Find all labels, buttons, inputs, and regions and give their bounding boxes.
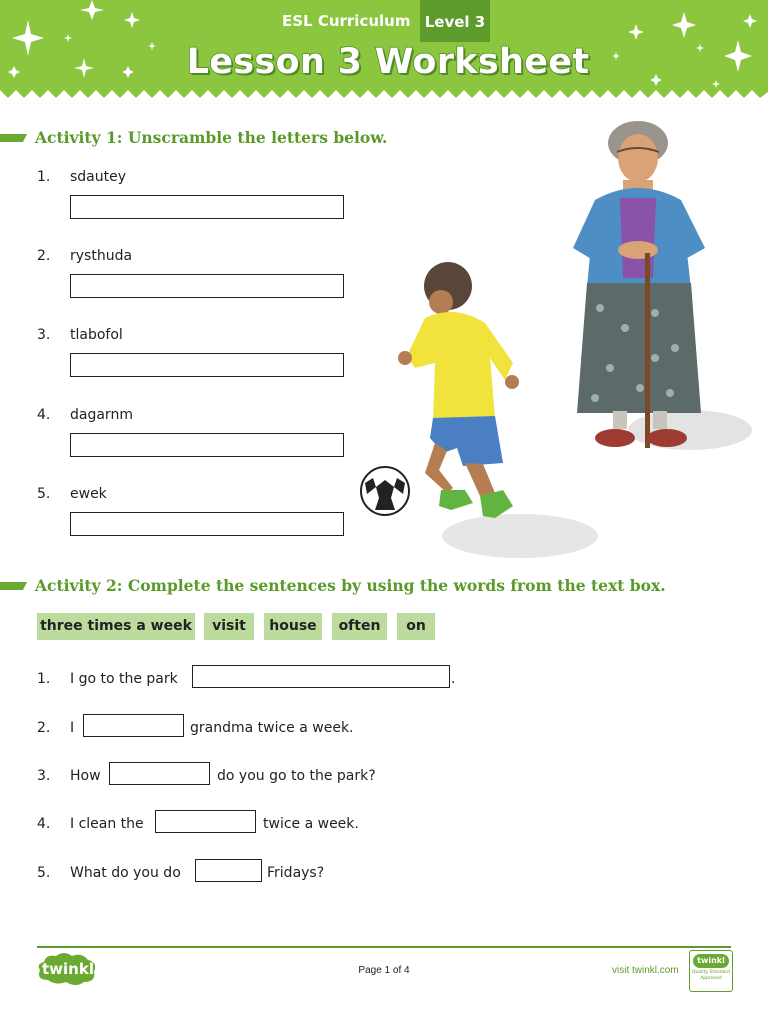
- sentence-row: [37, 810, 737, 836]
- answer-field-1[interactable]: [70, 195, 344, 219]
- sentence-after: twice a week.: [263, 816, 359, 832]
- scrambled-word: sdautey: [70, 169, 127, 185]
- scrambled-word: ewek: [70, 486, 107, 502]
- boy-figure: [361, 262, 519, 518]
- curriculum-label: ESL Curriculum: [282, 12, 411, 30]
- badge-caption: Quality Standard Approved: [692, 970, 730, 981]
- grandma-figure: [573, 121, 705, 448]
- sentence-after: .: [451, 671, 456, 687]
- scrambled-word: dagarnm: [70, 407, 133, 423]
- item-number: 4.: [37, 816, 51, 832]
- word-bank-item: on: [397, 613, 435, 640]
- blank-field-3[interactable]: [109, 762, 210, 785]
- sentence-row: [37, 762, 737, 788]
- badge-logo: twinkl: [693, 954, 729, 968]
- sentence-before: I go to the park: [70, 671, 178, 687]
- item-number: 1.: [37, 169, 51, 185]
- heading-marker: [0, 134, 27, 142]
- website-link[interactable]: visit twinkl.com: [612, 965, 679, 976]
- word-bank-item: house: [264, 613, 322, 640]
- item-number: 5.: [37, 486, 51, 502]
- answer-field-3[interactable]: [70, 353, 344, 377]
- item-number: 1.: [37, 671, 51, 687]
- worksheet-header: [0, 0, 768, 104]
- level-badge: Level 3: [420, 0, 490, 42]
- item-number: 2.: [37, 720, 51, 736]
- blank-field-5[interactable]: [195, 859, 262, 882]
- boy-and-grandma-illustration: [355, 118, 760, 568]
- item-number: 2.: [37, 248, 51, 264]
- item-number: 5.: [37, 865, 51, 881]
- heading-marker: [0, 582, 27, 590]
- page-title: Lesson 3 Worksheet: [186, 42, 590, 82]
- item-number: 3.: [37, 768, 51, 784]
- scrambled-word: tlabofol: [70, 327, 123, 343]
- sentence-row: [37, 714, 737, 740]
- page-number: Page 1 of 4: [358, 965, 410, 976]
- sentence-row: [37, 665, 737, 691]
- word-bank-item: visit: [204, 613, 254, 640]
- sentence-after: grandma twice a week.: [190, 720, 354, 736]
- answer-field-5[interactable]: [70, 512, 344, 536]
- word-bank-item: three times a week: [37, 613, 195, 640]
- item-number: 3.: [37, 327, 51, 343]
- answer-field-4[interactable]: [70, 433, 344, 457]
- footer-divider: [37, 946, 731, 948]
- sentence-before: I: [70, 720, 75, 736]
- logo-text: twinkl: [42, 960, 94, 978]
- sentence-before: How: [70, 768, 101, 784]
- sentence-after: Fridays?: [267, 865, 325, 881]
- activity1-heading: [0, 128, 400, 150]
- item-number: 4.: [37, 407, 51, 423]
- scrambled-word: rysthuda: [70, 248, 133, 264]
- blank-field-1[interactable]: [192, 665, 450, 688]
- sentence-before: What do you do: [70, 865, 181, 881]
- quality-badge: [689, 950, 733, 992]
- sentence-row: [37, 859, 737, 885]
- answer-field-2[interactable]: [70, 274, 344, 298]
- blank-field-4[interactable]: [155, 810, 256, 833]
- word-bank-item: often: [332, 613, 387, 640]
- sentence-after: do you go to the park?: [217, 768, 376, 784]
- sentence-before: I clean the: [70, 816, 144, 832]
- activity2-heading: [0, 576, 700, 598]
- activity2-title: Activity 2: Complete the sentences by using the words from the text box.: [35, 576, 666, 595]
- blank-field-2[interactable]: [83, 714, 184, 737]
- activity1-title: Activity 1: Unscramble the letters below.: [35, 128, 388, 147]
